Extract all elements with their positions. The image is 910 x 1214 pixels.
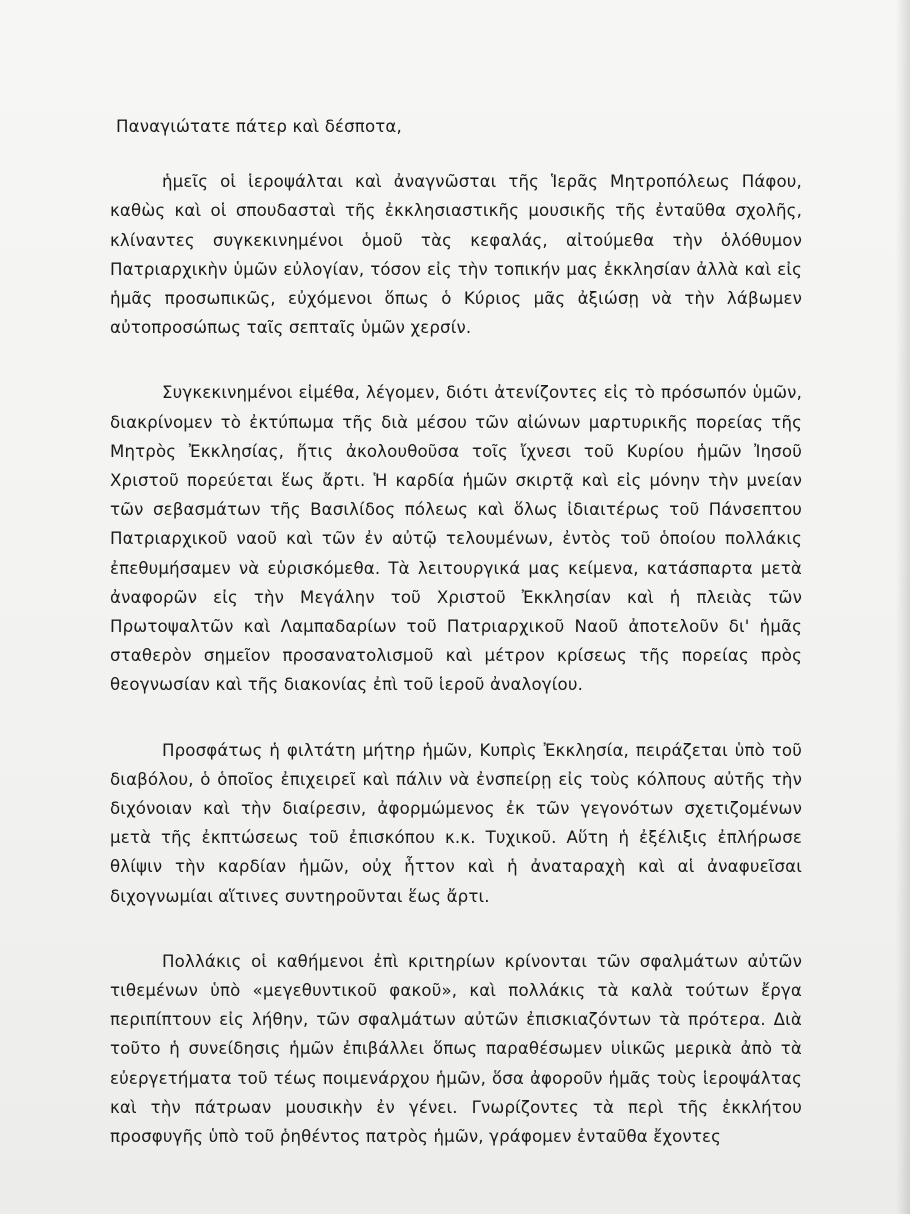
letter-body (110, 112, 802, 1151)
letter-paragraph: Προσφάτως ἡ φιλτάτη μήτηρ ἡμῶν, Κυπρὶς Ἐκκλησία, πειράζεται ὑπὸ τοῦ διαβόλου, ὁ ὁποῖος ἐπιχειρεῖ καὶ πάλιν νὰ ἐνσπείρῃ εἰς τοὺς κόλπους αὐτῆς τὴν διχόνοιαν καὶ τὴν διαίρεσιν, ἀφορμώμενος ἐκ τῶν γεγονότων σχετιζομένων μετὰ τῆς ἐκπτώσεως τοῦ ἐπισκόπου κ.κ. Τυχικοῦ. Αὕτη ἡ ἐξέλιξις ἐπλήρωσε θλίψιν τὴν καρδίαν ἡμῶν, οὐχ ἧττον καὶ ἡ ἀναταραχὴ καὶ αἱ ἀναφυεῖσαι διχογνωμίαι αἵτινες συντηροῦνται ἕως ἄρτι. (110, 740, 802, 906)
letter-paragraph: Πολλάκις οἱ καθήμενοι ἐπὶ κριτηρίων κρίνονται τῶν σφαλμάτων αὐτῶν τιθεμένων ὑπὸ «μεγεθυντικοῦ φακοῦ», καὶ πολλάκις τὰ καλὰ τούτων ἔργα περιπίπτουν εἰς λήθην, τῶν σφαλμάτων αὐτῶν ἐπισκιαζόντων τὰ πρότερα. Διὰ τοῦτο ἡ συνείδησις ἡμῶν ἐπιβάλλει ὅπως παραθέσωμεν υἱικῶς μερικὰ ἀπὸ τὰ εὐεργετήματα τοῦ τέως ποιμενάρχου ἡμῶν, ὅσα ἀφοροῦν ἡμᾶς τοὺς ἱεροψάλτας καὶ τὴν πάτρωαν μουσικὴν ἐν γένει. Γνωρίζοντες τὰ περὶ τῆς ἐκκλήτου προσφυγῆς ὑπὸ τοῦ ῥηθέντος πατρὸς ἡμῶν, γράφομεν ἐνταῦθα ἔχοντες (110, 951, 802, 1147)
letter-paragraph: Συγκεκινημένοι εἰμέθα, λέγομεν, διότι ἀτενίζοντες εἰς τὸ πρόσωπόν ὑμῶν, διακρίνομεν τὸ ἐκτύπωμα τῆς διὰ μέσου τῶν αἰώνων μαρτυρικῆς πορείας τῆς Μητρὸς Ἐκκλησίας, ἥτις ἀκολουθοῦσα τοῖς ἴχνεσι τοῦ Κυρίου ἡμῶν Ἰησοῦ Χριστοῦ πορεύεται ἕως ἄρτι. Ἡ καρδία ἡμῶν σκιρτᾷ καὶ εἰς μόνην τὴν μνείαν τῶν σεβασμάτων τῆς Βασιλίδος πόλεως καὶ ὅλως ἰδιαιτέρως τοῦ Πάνσεπτου Πατριαρχικοῦ ναοῦ καὶ τῶν ἐν αὐτῷ τελουμένων, ἐντὸς τοῦ ὁποίου πολλάκις ἐπεθυμήσαμεν νὰ εὑρισκόμεθα. Τὰ λειτουργικά μας κείμενα, κατάσπαρτα μετὰ ἀναφορῶν εἰς τὴν Μεγάλην τοῦ Χριστοῦ Ἐκκλησίαν καὶ ἡ πλειὰς τῶν Πρωτοψαλτῶν καὶ Λαμπαδαρίων τοῦ Πατριαρχικοῦ Ναοῦ ἀποτελοῦν δι' ἡμᾶς σταθερὸν σημεῖον προσανατολισμοῦ καὶ μέτρον κρίσεως τῆς πορείας πρὸς θεογνωσίαν καὶ τῆς διακονίας ἐπὶ τοῦ ἱεροῦ ἀναλογίου. (110, 383, 802, 695)
page-edge-shadow (896, 0, 910, 1214)
letter-paragraph: ἡμεῖς οἱ ἱεροψάλται καὶ ἀναγνῶσται τῆς Ἱερᾶς Μητροπόλεως Πάφου, καθὼς καὶ οἱ σπουδασταὶ τῆς ἐκκλησιαστικῆς μουσικῆς τῆς ἐνταῦθα σχολῆς, κλίναντες συγκεκινημένοι ὁμοῦ τὰς κεφαλάς, αἰτούμεθα τὴν ὁλόθυμον Πατριαρχικὴν ὑμῶν εὐλογίαν, τόσον εἰς τὴν τοπικήν μας ἐκκλησίαν ἀλλὰ καὶ εἰς ἡμᾶς προσωπικῶς, εὐχόμενοι ὅπως ὁ Κύριος μᾶς ἀξιώσῃ νὰ τὴν λάβωμεν αὐτοπροσώπως ταῖς σεπταῖς ὑμῶν χερσίν. (110, 172, 802, 338)
letter-salutation: Παναγιώτατε πάτερ καὶ δέσποτα, (116, 117, 402, 136)
